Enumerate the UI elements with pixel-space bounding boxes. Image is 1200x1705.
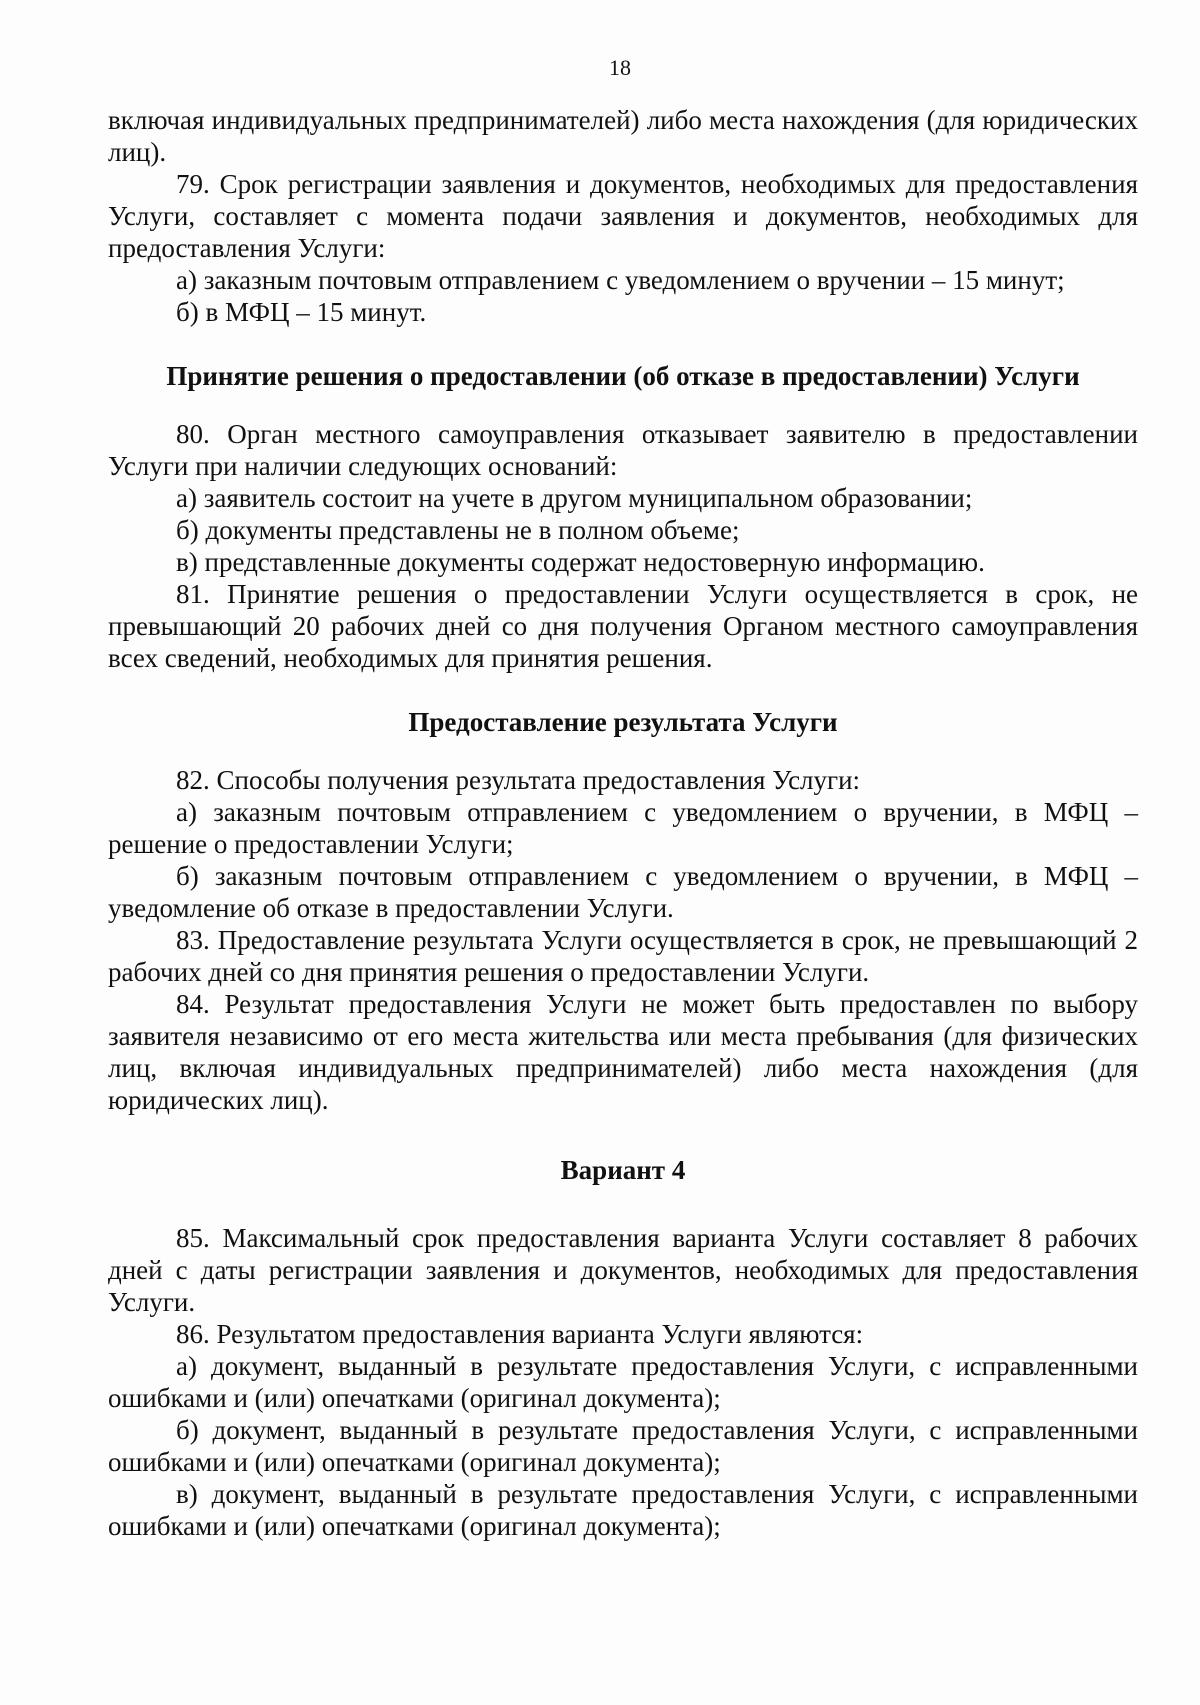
page-number: 18 [609,55,631,80]
paragraph-80-a: а) заявитель состоит на учете в другом муниципальном образовании; [176,483,973,513]
paragraph-81: 81. Принятие решения о предоставлении Услуги осуществляется в срок, не превышающий 20 рабочих дней со дня получения Органом местного самоуправления всех сведений, необходимых для принятия решения. [108,579,1138,673]
section-heading-decision: Принятие решения о предоставлении (об отказе в предоставлении) Услуги [166,361,1080,391]
paragraph-continuation: включая индивидуальных предпринимателей) либо места нахождения (для юридических лиц). [108,105,1138,167]
paragraph-79: 79. Срок регистрации заявления и документов, необходимых для предоставления Услуги, составляет с момента подачи заявления и документов, необходимых для предоставления Услуги: [108,169,1138,263]
paragraph-86-a: а) документ, выданный в результате предоставления Услуги, с исправленными ошибками и (или) опечатками (оригинал документа); [108,1351,1138,1413]
section-heading-result: Предоставление результата Услуги [408,707,838,737]
paragraph-86: 86. Результатом предоставления варианта Услуги являются: [176,1319,864,1349]
section-heading-variant-4: Вариант 4 [560,1155,686,1185]
paragraph-80-c: в) представленные документы содержат недостоверную информацию. [176,547,985,577]
paragraph-86-c: в) документ, выданный в результате предоставления Услуги, с исправленными ошибками и (или) опечатками (оригинал документа); [108,1479,1138,1541]
document-body [108,104,1138,1542]
paragraph-83: 83. Предоставление результата Услуги осуществляется в срок, не превышающий 2 рабочих дней со дня принятия решения о предоставлении Услуги. [108,925,1138,987]
paragraph-80: 80. Орган местного самоуправления отказывает заявителю в предоставлении Услуги при наличии следующих оснований: [108,419,1138,481]
paragraph-85: 85. Максимальный срок предоставления варианта Услуги составляет 8 рабочих дней с даты регистрации заявления и документов, необходимых для предоставления Услуги. [108,1223,1138,1317]
paragraph-79-a: а) заказным почтовым отправлением с уведомлением о вручении – 15 минут; [176,265,1065,295]
paragraph-80-b: б) документы представлены не в полном объеме; [176,515,740,545]
paragraph-82-b: б) заказным почтовым отправлением с уведомлением о вручении, в МФЦ – уведомление об отказе в предоставлении Услуги. [108,861,1138,923]
paragraph-82: 82. Способы получения результата предоставления Услуги: [176,765,861,795]
paragraph-82-a: а) заказным почтовым отправлением с уведомлением о вручении, в МФЦ – решение о предоставлении Услуги; [108,797,1138,859]
paragraph-79-b: б) в МФЦ – 15 минут. [176,297,427,327]
paragraph-86-b: б) документ, выданный в результате предоставления Услуги, с исправленными ошибками и (или) опечатками (оригинал документа); [108,1415,1138,1477]
paragraph-84: 84. Результат предоставления Услуги не может быть предоставлен по выбору заявителя независимо от его места жительства или места пребывания (для физических лиц, включая индивидуальных предпринимателей) либо места нахождения (для юридических лиц). [108,989,1138,1115]
